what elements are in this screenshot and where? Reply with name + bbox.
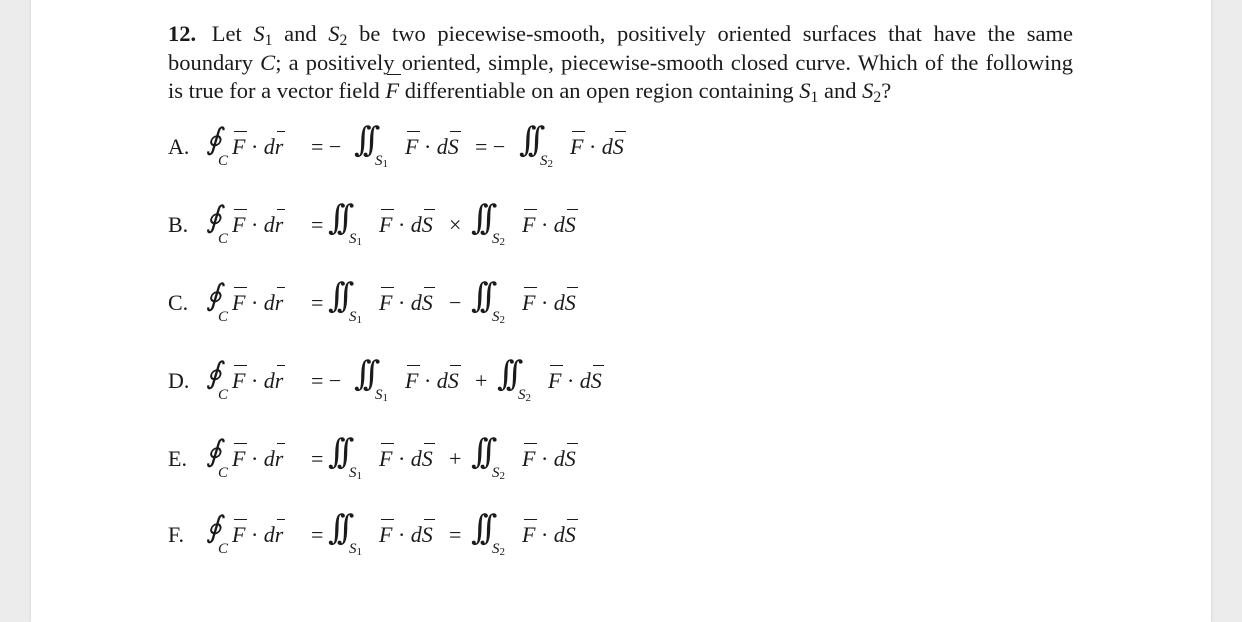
equals-operator: = − — [311, 368, 342, 393]
question-text: 12. Let $S_1$ and $S_2$ be two piecewise-smooth, positively oriented surfaces that have the same boundary C; a positively oriented, simple, piecewise-smooth closed curve. Which of the following is true for a vector field F differentiable on an open region containing $S_1$ and $S_2$? — [168, 21, 1073, 106]
surface-subscript: $S_1$ — [349, 541, 362, 558]
surface-integrand-2: F · dS — [522, 522, 576, 547]
curve-subscript: C — [218, 541, 229, 557]
surface-subscript: $S_2$ — [492, 541, 505, 558]
surface-integrand-1: F · dS — [379, 290, 433, 315]
middle-operator: = — [449, 522, 462, 547]
curve-subscript: C — [218, 465, 229, 481]
surface-subscript: $S_2$ — [492, 309, 505, 326]
option-label: A. — [168, 134, 190, 159]
curve-subscript: C — [218, 231, 229, 247]
option-label: C. — [168, 290, 189, 315]
surface-subscript: $S_2$ — [492, 231, 505, 248]
equals-operator: = — [311, 212, 324, 237]
surface-subscript: $S_2$ — [518, 387, 531, 404]
double-integral-sign: ∫∫ — [471, 508, 489, 548]
surface-subscript: $S_2$ — [540, 153, 553, 170]
double-integral-sign: ∫∫ — [328, 198, 346, 238]
document-page — [31, 0, 1211, 622]
middle-operator: × — [449, 212, 462, 237]
surface-integrand-1: F · dS — [379, 522, 433, 547]
option-label: E. — [168, 446, 187, 471]
surface-subscript: $S_1$ — [349, 231, 362, 248]
double-integral-sign: ∫∫ — [471, 276, 489, 316]
equals-operator: = − — [311, 134, 342, 159]
surface-integrand-2: F · dS — [548, 368, 602, 393]
surface-integrand-1: F · dS — [405, 368, 459, 393]
curve-subscript: C — [218, 153, 229, 169]
surface-integrand-1: F · dS — [379, 212, 433, 237]
line-integrand: F · dr — [232, 368, 284, 393]
surface-subscript: $S_1$ — [349, 465, 362, 482]
double-integral-sign: ∫∫ — [328, 508, 346, 548]
contour-integral-sign: ∮ — [206, 122, 222, 157]
equals-operator: = — [311, 290, 324, 315]
double-integral-sign: ∫∫ — [328, 276, 346, 316]
contour-integral-sign: ∮ — [206, 434, 222, 469]
line-integrand: F · dr — [232, 290, 284, 315]
option-label: D. — [168, 368, 190, 393]
double-integral-sign: ∫∫ — [328, 432, 346, 472]
line-integrand: F · dr — [232, 446, 284, 471]
line-integrand: F · dr — [232, 522, 284, 547]
double-integral-sign: ∫∫ — [471, 198, 489, 238]
double-integral-sign: ∫∫ — [497, 354, 515, 394]
surface-integrand-1: F · dS — [405, 134, 459, 159]
curve-subscript: C — [218, 309, 229, 325]
middle-operator: − — [449, 290, 462, 315]
middle-operator: + — [475, 368, 488, 393]
contour-integral-sign: ∮ — [206, 278, 222, 313]
double-integral-sign: ∫∫ — [354, 120, 372, 160]
curve-subscript: C — [218, 387, 229, 403]
equals-operator: = — [311, 446, 324, 471]
surface-subscript: $S_1$ — [349, 309, 362, 326]
line-integrand: F · dr — [232, 134, 284, 159]
option-label: F. — [168, 522, 184, 547]
double-integral-sign: ∫∫ — [471, 432, 489, 472]
middle-operator: + — [449, 446, 462, 471]
contour-integral-sign: ∮ — [206, 356, 222, 391]
surface-integrand-1: F · dS — [379, 446, 433, 471]
contour-integral-sign: ∮ — [206, 200, 222, 235]
equals-operator: = — [311, 522, 324, 547]
line-integrand: F · dr — [232, 212, 284, 237]
middle-operator: = − — [475, 134, 506, 159]
surface-integrand-2: F · dS — [570, 134, 624, 159]
surface-subscript: $S_1$ — [375, 387, 388, 404]
double-integral-sign: ∫∫ — [519, 120, 537, 160]
option-label: B. — [168, 212, 189, 237]
surface-subscript: $S_2$ — [492, 465, 505, 482]
question-number: 12. — [168, 21, 197, 46]
surface-integrand-2: F · dS — [522, 290, 576, 315]
surface-subscript: $S_1$ — [375, 153, 388, 170]
surface-integrand-2: F · dS — [522, 446, 576, 471]
double-integral-sign: ∫∫ — [354, 354, 372, 394]
surface-integrand-2: F · dS — [522, 212, 576, 237]
contour-integral-sign: ∮ — [206, 510, 222, 545]
